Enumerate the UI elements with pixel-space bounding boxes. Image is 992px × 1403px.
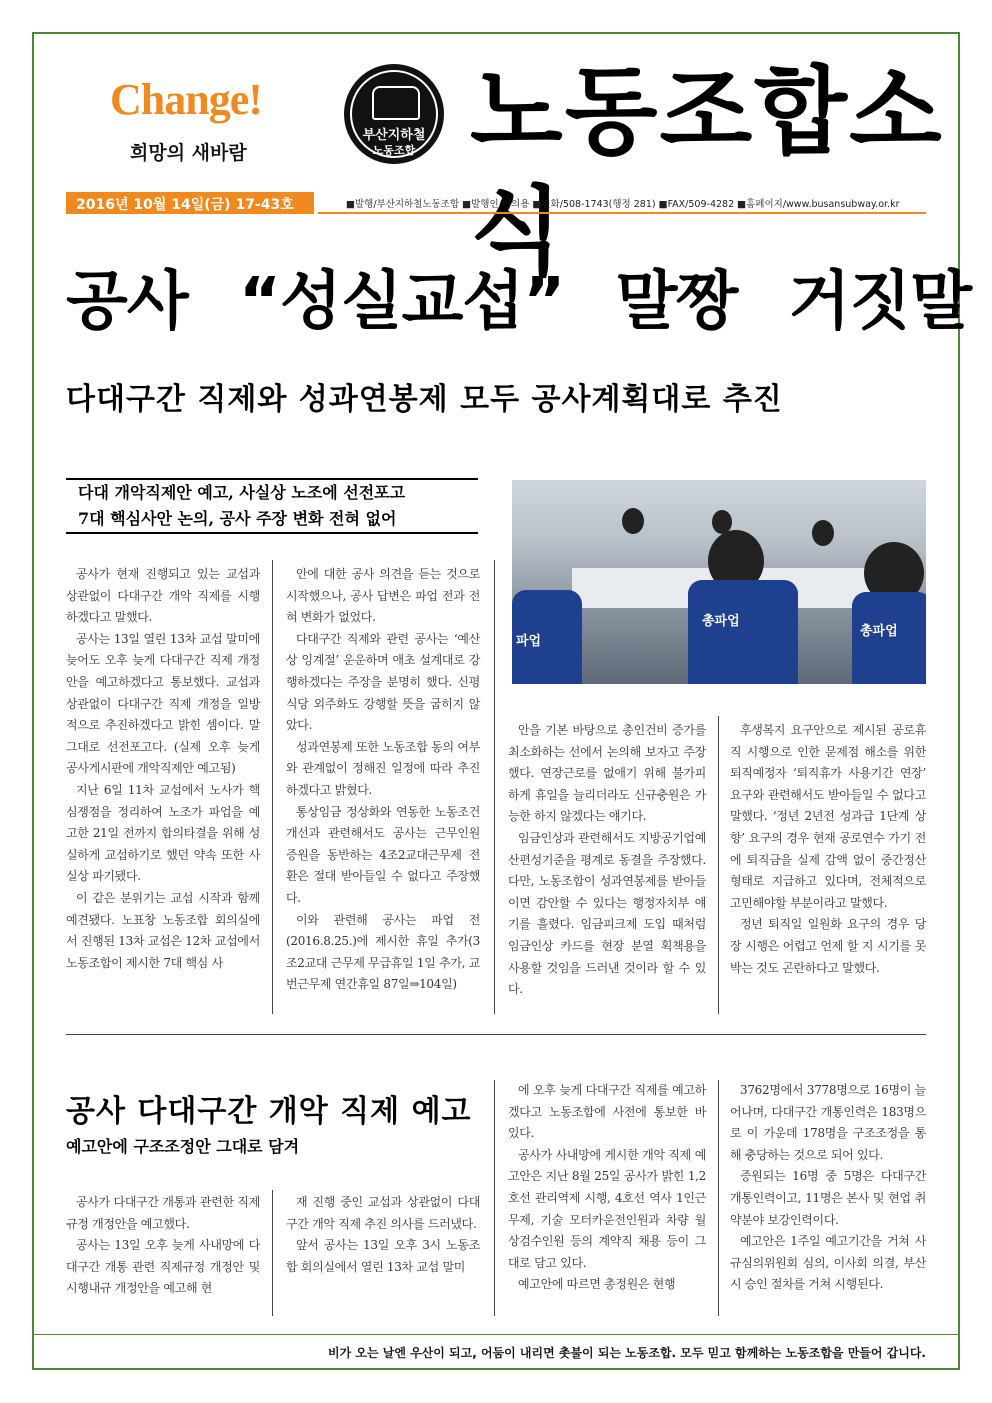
photo-worker-vest bbox=[512, 590, 582, 684]
paragraph: 정년 퇴직일 일원화 요구의 경우 당장 시행은 어렵고 언제 할 지 시기를 못 박는 것도 곤란하다고 말했다. bbox=[730, 917, 926, 975]
article1-column-3 bbox=[508, 720, 706, 1001]
paragraph: 에 오후 늦게 다대구간 직제를 예고하겠다고 노동조합에 사전에 통보한 바 있다. bbox=[508, 1083, 706, 1141]
brand-slogan: 희망의 새바람 bbox=[130, 142, 247, 164]
vest-label: 파업 bbox=[516, 634, 542, 649]
paragraph: 공사는 13일 오후 늦게 사내망에 다대구간 개통 관련 직제규정 개정안 및 시행내규 개정안을 예고해 현 bbox=[66, 1238, 260, 1296]
section-divider bbox=[66, 1034, 926, 1035]
masthead-title: 노동조합소식 bbox=[470, 56, 944, 288]
paragraph: 재 진행 중인 교섭과 상관없이 다대구간 개악 직제 추진 의사를 드러냈다. bbox=[286, 1195, 480, 1231]
issue-date-bar bbox=[66, 192, 314, 214]
paragraph: 임금인상과 관련해서도 지방공기업예산편성기준을 평계로 동결을 주장했다. 다만, 노동조합이 성과연봉제를 받아들이면 감안할 수 있다는 행정자치부 얘기를 흘렸다. 임금피크제 도입 때처럼 임금인상 카드를 현장 분열 획책용을 사용할 것임을 드러낸 것이라 할 수 있다. bbox=[508, 830, 706, 997]
column-divider bbox=[718, 1080, 719, 1316]
seal-text-2: 노동조합 bbox=[372, 144, 416, 157]
main-headline: 공사 “성실교섭” 말짱 거짓말 bbox=[66, 265, 972, 339]
article2-column-4 bbox=[730, 1080, 926, 1296]
article2-headline: 공사 다대구간 개악 직제 예고 bbox=[66, 1094, 472, 1129]
column-divider bbox=[494, 1080, 495, 1316]
paragraph: 이와 관련해 공사는 파업 전(2016.8.25.)에 제시한 휴일 추가(3조2교대 근무제 무급휴일 1일 추가, 교번근무제 연간휴일 87일⇒104일) bbox=[286, 912, 480, 992]
paragraph: 통상임금 정상화와 연동한 노동조건 개선과 관련해서도 공사는 근무인원 증원을 동반하는 4조2교대근무제 전환은 절대 받아들일 수 없다고 주장했다. bbox=[286, 804, 480, 905]
column-divider bbox=[272, 1190, 273, 1316]
header-rule bbox=[318, 212, 926, 214]
photo-person bbox=[812, 520, 834, 546]
paragraph: 다대구간 직제와 관련 공사는 ‘예산상 잉계절’ 운운하며 애초 설계대로 강행하겠다는 주장을 분명히 했다. 신평식당 외주화도 강행할 뜻을 굽히지 않았다. bbox=[286, 631, 480, 733]
column-divider bbox=[494, 560, 495, 1014]
paragraph: 3762명에서 3778명으로 16명이 늘어나며, 다대구간 개통인력은 183명으로 이 가운데 178명을 구조조정을 통해 충당하는 것으로 되어 있다. bbox=[730, 1083, 926, 1162]
union-seal-logo bbox=[344, 64, 444, 164]
train-icon bbox=[372, 86, 420, 120]
kicker-bottom-rule bbox=[66, 532, 478, 534]
column-divider bbox=[718, 716, 719, 1014]
photo-worker-vest bbox=[688, 580, 798, 684]
paragraph: 공사가 다대구간 개통과 관련한 직제규정 개정안을 예고했다. bbox=[66, 1195, 260, 1231]
paragraph: 안에 대한 공사 의견을 듣는 것으로 시작했으나, 공사 답변은 파업 전과 전혀 변화가 없었다. bbox=[286, 567, 480, 625]
article1-column-1 bbox=[66, 564, 260, 974]
brand-change: Change! bbox=[110, 75, 262, 124]
vest-label: 총파업 bbox=[860, 624, 898, 639]
kicker-line-1: 다대 개악직제안 예고, 사실상 노조에 선전포고 bbox=[78, 483, 406, 502]
article1-column-2 bbox=[286, 564, 480, 996]
paragraph: 공사가 현재 진행되고 있는 교섭과 상관없이 다대구간 개악 직제를 시행하겠다고 말했다. bbox=[66, 567, 260, 625]
paragraph: 지난 6일 11차 교섭에서 노사가 핵심쟁점을 정리하여 노조가 파업을 예고한 21일 전까지 합의타결을 위해 성실하게 교섭하기로 했던 약속 또한 사실상 파기됐다. bbox=[66, 782, 260, 884]
paragraph: 후생복지 요구안으로 제시된 공로휴직 시행으로 인한 문제점 해소를 위한 퇴직예정자 ‘퇴직휴가 사용기간 연장’ 요구와 관련해서도 받아들일 수 없다고 말했다. ‘정년 2년전 성과급 1단계 상향’ 요구의 경우 현재 공로연수 가기 전에 퇴직금을 실제 감액 없이 중간정산 형태로 지급하고 있다며, 전체적으로 고민해야할 부분이라고 말했다. bbox=[730, 723, 926, 910]
kicker-line-2: 7대 핵심사안 논의, 공사 주장 변화 전혀 없어 bbox=[78, 509, 397, 528]
footer-motto: 비가 오는 날엔 우산이 되고, 어둠이 내리면 촛불이 되는 노동조합. 모두 믿고 함께하는 노동조합을 만들어 갑니다. bbox=[328, 1346, 926, 1360]
paragraph: 이 같은 분위기는 교섭 시작과 함께 예견됐다. 노표창 노동조합 회의실에서 진행된 13차 교섭은 12차 교섭에서 노동조합이 제시한 7대 핵심 사 bbox=[66, 890, 260, 970]
paragraph: 안을 기본 바탕으로 총인건비 증가를 최소화하는 선에서 논의해 보자고 주장했다. 연장근로를 없애기 위해 불가피하게 휴일을 늘리더라도 신규충원은 가능한 하지 않겠다는 얘기다. bbox=[508, 723, 706, 824]
paragraph: 예고안에 따르면 총정원은 현행 bbox=[518, 1277, 676, 1292]
article2-column-3 bbox=[508, 1080, 706, 1296]
paragraph: 앞서 공사는 13일 오후 3시 노동조합 회의실에서 열린 13차 교섭 말미 bbox=[286, 1238, 480, 1274]
footer-rule bbox=[34, 1334, 958, 1335]
paragraph: 성과연봉제 또한 노동조합 동의 여부와 관계없이 정해진 일정에 따라 추진하겠다고 밝혔다. bbox=[286, 739, 480, 797]
seal-text-1: 부산지하철 bbox=[362, 128, 426, 143]
paragraph: 공사는 13일 열린 13차 교섭 말미에 늦어도 오후 늦게 다대구간 직제 개정안을 예고하겠다고 통보했다. 교섭과 상관없이 다대구간 직제 개정을 일방적으로 추진하겠다고 밝힌 셈이다. 말 그대로 선전포고다. (실제 오후 늦게 공사게시판에 개악직제안 예고됨) bbox=[66, 631, 260, 776]
article1-column-4 bbox=[730, 720, 926, 979]
paragraph: 예고안은 1주일 예고기간을 거쳐 사규심의위원회 심의, 이사회 의결, 부산시 승인 절차를 거쳐 시행된다. bbox=[730, 1234, 926, 1292]
main-subhead: 다대구간 직제와 성과연봉제 모두 공사계획대로 추진 bbox=[66, 382, 783, 417]
article1-kicker bbox=[66, 478, 478, 534]
article2-column-2 bbox=[286, 1192, 480, 1278]
photo-person bbox=[622, 508, 644, 534]
paragraph: 증원되는 16명 중 5명은 다대구간 개통인력이고, 11명은 본사 및 현업 취약분야 보강인력이다. bbox=[730, 1169, 926, 1227]
paragraph: 공사가 사내망에 게시한 개악 직제 예고안은 지난 8월 25일 공사가 밝힌 1,2호선 관리역제 시행, 4호선 역사 1인근무제, 기술 모터카운전인원과 차량 월상검수인원 등의 계약직 채용 등이 그대로 담고 있다. bbox=[508, 1147, 706, 1270]
vest-label: 총파업 bbox=[702, 614, 740, 629]
article2-column-1 bbox=[66, 1192, 260, 1300]
issue-date: 2016년 10월 14일(금) 17-43호 bbox=[76, 197, 294, 213]
article2-subhead: 예고안에 구조조정안 그대로 담겨 bbox=[66, 1137, 300, 1156]
publisher-info: ■발행/부산지하철노동조합 ■발행인/이의용 ■전화/508-1743(행정 281) ■FAX/509-4282 ■홈페이지/www.busansubway.or.kr bbox=[346, 199, 900, 210]
column-divider bbox=[272, 560, 273, 1014]
photo-worker-vest bbox=[852, 592, 926, 684]
meeting-photo bbox=[512, 480, 926, 684]
